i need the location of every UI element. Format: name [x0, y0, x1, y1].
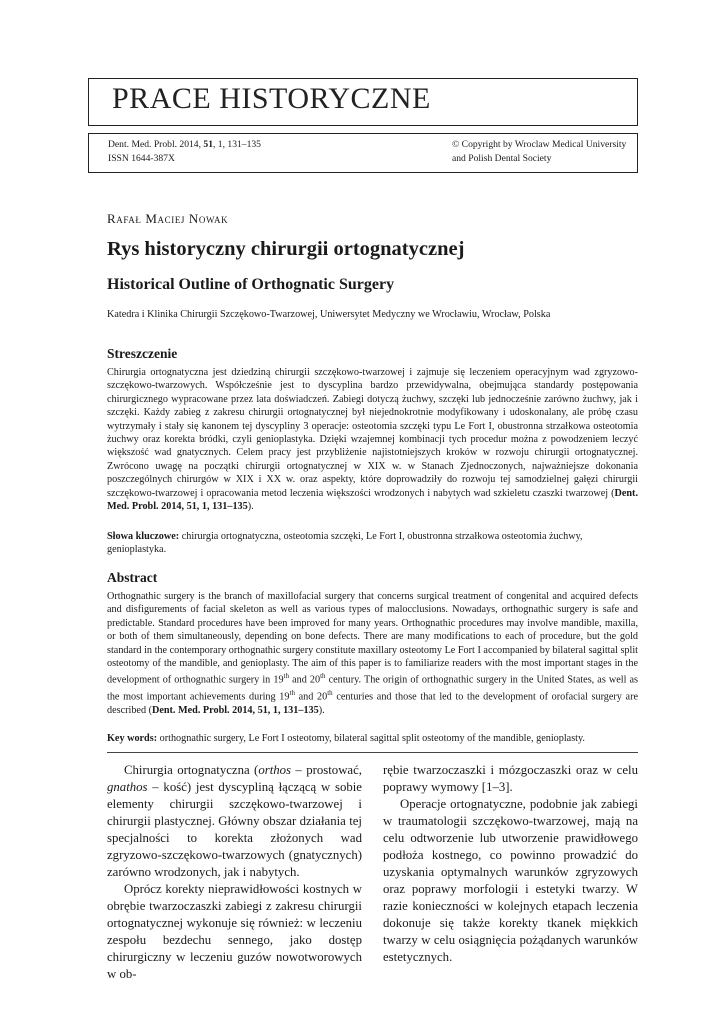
sup-th: th [320, 672, 326, 681]
title-english: Historical Outline of Orthognatic Surgery [107, 276, 395, 293]
text: Chirurgia ortognatyczna ( [124, 763, 259, 777]
abstract-text-3: century. The origin of orthognathic surgery in the United States, as well as the most important achievements during 19 [107, 674, 639, 703]
citation-volume: 51 [203, 139, 213, 150]
streszczenie-heading: Streszczenie [107, 346, 178, 361]
streszczenie-body [107, 366, 638, 513]
keywords-label-en: Key words: [107, 733, 158, 744]
italic-term: gnathos [107, 780, 148, 794]
divider [107, 752, 638, 753]
issn: ISSN 1644-387X [108, 152, 175, 164]
sup-th: th [283, 672, 289, 681]
text: – prostować, [291, 763, 362, 777]
citation-suffix: , 1, 131–135 [213, 139, 261, 150]
paragraph: rębie twarzoczaszki i mózgoczaszki oraz w celu poprawy wymowy [1–3]. [383, 763, 638, 794]
copyright [452, 138, 626, 165]
abstract-text-5: centuries and those that led to the development of orofacial surgery are described ( [107, 691, 638, 717]
paragraph: Oprócz korekty nieprawidłowości kostnych w obrębie twarzoczaszki zabiegi z zakresu chirurgii ortognatycznej wykonuje się również: w leczeniu zespołu bezdechu sennego, jako dostęp chirurgiczny w leczeniu guzów nowotworowych w ob- [107, 882, 362, 981]
abstract-text-4: and 20 [294, 691, 328, 703]
affiliation: Katedra i Klinika Chirurgii Szczękowo-Twarzowej, Uniwersytet Medyczny we Wrocławiu, Wrocław, Polska [107, 309, 551, 320]
keywords-en: orthognathic surgery, Le Fort I osteotomy, bilateral sagittal split osteotomy of the mandible, genioplasty. [157, 733, 585, 744]
citation-prefix: Dent. Med. Probl. 2014, [108, 139, 204, 150]
streszczenie-citation: Dent. Med. Probl. 2014, 51, 1, 131–135 [107, 487, 638, 513]
abstract-heading: Abstract [107, 570, 158, 585]
copyright-line-1: © Copyright by Wroclaw Medical University [452, 139, 627, 150]
journal-citation [108, 138, 261, 165]
body-column-right [383, 762, 638, 966]
streszczenie-text: Chirurgia ortognatyczna jest dziedziną chirurgii szczękowo-twarzowej i zajmuje się leczeniem operacyjnym wad zgryzowo-szczękowo-twarzowych. Współcześnie jest to dyscyplina bardzo przewidywalna, obejmująca standardy postępowania chirurgicznego wypracowane przez lata doświadczeń. Zabiegi dotyczą żuchwy, szczęki lub jednocześnie zarówno żuchwy, jak i szczęki. Każdy zabieg z zakresu chirurgii ortognatycznej był niejednokrotnie modyfikowany i udoskonalany, ale próbę czasu wytrzymały i stały się kanonem tej dyscypliny 3 operacje: osteotomia szczęki typu Le Fort I, obustronna strzałkowa osteotomia żuchwy oraz korekta bródki, czyli genioplastyka. Dzięki wzajemnej kombinacji tych procedur można z powodzeniem leczyć większość wad gnatycznych. Celem pracy jest przybliżenie najistotniejszych kroków w rozwoju chirurgii ortognatycznej. Zwrócono uwagę na początki chirurgii ortognatycznej w XIX w. w Stanach Zjednoczonych, najważniejsze dokonania poszczególnych chirurgów w XIX i XX w. oraz aspekty, które doprowadziły do rozwoju tej samodzielnej gałęzi chirurgii szczękowo-twarzowej i opracowania metod leczenia większości wrodzonych i nabytych wad szkieletu czaszki twarzowej ( [107, 367, 638, 499]
paragraph [107, 762, 362, 881]
abstract-end: ). [318, 705, 325, 717]
text: – kość) jest dyscypliną łączącą w sobie elementy chirurgii szczękowo-twarzowej i chirurgii plastycznej. Główny obszar działania tej specjalności to korekta złożonych wad zgryzowo-szczękowo-twarzowych (gnatycznych) zarówno wrodzonych, jak i nabytych. [107, 780, 362, 879]
abstract-text-1: Orthognathic surgery is the branch of maxillofacial surgery that concerns surgical treatment of congenital and acquired defects and disfigurements of facial skeleton as well as various types of malocclusions. Nowadays, orthognathic surgery is safe and predictable. Standard procedures have been improved for many years. Orthognathic procedures may involve mandible, maxilla, or both of them simultaneously, depending on bone defects. There are many modifications to each of procedure, but the gold standard in the contemporary orthognathic surgery constitute maxillary osteotomy Le Fort I accompanied by bilateral sagittal split osteotomy of the mandible, and genioplasty. The aim of this paper is to familiarize readers with the most important stages in the development of orthognathic surgery in 19 [107, 591, 638, 686]
author: Rafał Maciej Nowak [107, 211, 229, 226]
keywords-label-pl: Słowa kluczowe: [107, 531, 180, 542]
abstract-citation: Dent. Med. Probl. 2014, 51, 1, 131–135 [151, 705, 319, 717]
streszczenie-end: ). [247, 501, 254, 513]
streszczenie-keywords [107, 530, 638, 557]
copyright-line-2: and Polish Dental Society [452, 152, 552, 164]
paragraph: Operacje ortognatyczne, podobnie jak zabiegi w traumatologii szczękowo-twarzowej, mają na celu odtworzenie lub utworzenie prawidłowego podłoża kostnego, co powinno prowadzić do uzyskania optymalnych warunków zgryzowych oraz poprawy morfologii i estetyki twarzy. W razie konieczności w kolejnych etapach leczenia dokonuje się także korekty tkanek miękkich twarzy w celu osiągnięcia pożądanych warunków estetycznych. [383, 797, 638, 964]
sup-th: th [289, 689, 295, 698]
title-polish: Rys historyczny chirurgii ortognatycznej [107, 238, 465, 260]
italic-term: orthos [258, 763, 292, 777]
sup-th: th [327, 689, 333, 698]
abstract-text-2: and 20 [289, 674, 321, 686]
keywords-pl: chirurgia ortognatyczna, osteotomia szczęki, Le Fort I, obustronna strzałkowa osteotomia żuchwy, genioplastyka. [107, 531, 583, 556]
abstract-keywords [107, 732, 638, 745]
section-title: PRACE HISTORYCZNE [112, 82, 431, 115]
abstract-body [107, 590, 638, 717]
body-column-left [107, 762, 362, 983]
